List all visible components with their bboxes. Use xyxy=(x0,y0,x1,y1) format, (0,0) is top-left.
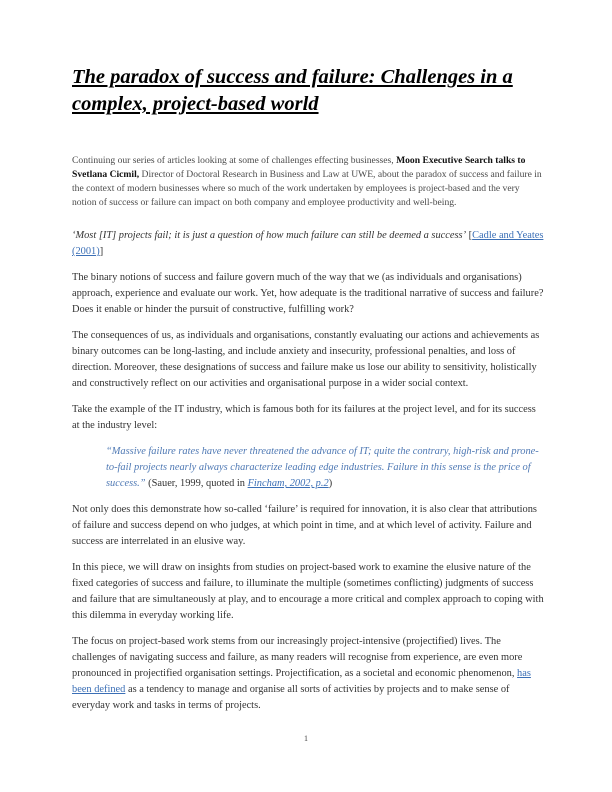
intro-rest: Director of Doctoral Research in Business and Law at UWE, about the paradox of success and failure in the context of modern businesses where so much of the work undertaken by employees is project-based and the very notion of success or failure can impact on both company and employee productivity and well-being. xyxy=(72,169,542,208)
paragraph-binary-notions: The binary notions of success and failure govern much of the way that we (as individuals and organisations) approach, experience and evaluate our work. Yet, how adequate is the traditional narrative of success and failure? Does it enable or hinder the pursuit of constructive, fulfilling work? xyxy=(72,272,544,315)
epigraph xyxy=(72,228,544,260)
blockquote-text: “Massive failure rates have never threatened the advance of IT; quite the contrary, high-risk and prone-to-fail projects nearly always characterize leading edge industries. Failure in this sense is the price of success.” xyxy=(106,446,539,489)
paragraph-it-industry: Take the example of the IT industry, which is famous both for its failures at the project level, and for its success at the industry level: xyxy=(72,404,536,431)
blockquote-cite-suffix: ) xyxy=(328,478,333,489)
paragraph-innovation: Not only does this demonstrate how so-called ‘failure’ is required for innovation, it is also clear that attributions of failure and success depend on who judges, at which point in time, and at which level of activity. Failure and success are interrelated in an elusive way. xyxy=(72,504,537,547)
blockquote-cite-prefix: (Sauer, 1999, quoted in xyxy=(145,478,248,489)
fincham-link[interactable]: Fincham, 2002, p.2 xyxy=(247,478,329,489)
page-number: 1 xyxy=(304,734,308,743)
project-focus-after: as a tendency to manage and organise all sorts of activities by projects and to make sense of everyday work and tasks in terms of projects. xyxy=(72,684,510,711)
document-title: The paradox of success and failure: Challenges in a complex, project-based world xyxy=(72,66,513,115)
intro-lead: Continuing our series of articles looking at some of challenges effecting businesses, xyxy=(72,155,397,166)
intro-paragraph xyxy=(72,154,544,210)
epigraph-open-bracket: [ xyxy=(466,230,473,241)
paragraph-consequences: The consequences of us, as individuals and organisations, constantly evaluating our actions and achievements as binary outcomes can be long-lasting, and include anxiety and insecurity, professional penalties, and loss of direction. Moreover, these designations of success and failure make us lose our ability to sensitivity, holistically and constructively reflect on our activities and organisational purpose in a wider social context. xyxy=(72,330,540,389)
epigraph-close-bracket: ] xyxy=(99,246,104,257)
epigraph-quote: ‘Most [IT] projects fail; it is just a question of how much failure can still be deemed a success’ xyxy=(72,230,467,241)
blockquote xyxy=(106,444,544,492)
paragraph-this-piece: In this piece, we will draw on insights from studies on project-based work to examine the elusive nature of the fixed categories of success and failure, to illuminate the multiple (sometimes conflicting) judgments of success and failure that are simultaneously at play, and to encourage a more critical and complex approach to coping with this dilemma in everyday working life. xyxy=(72,562,544,621)
project-focus-before: The focus on project-based work stems from our increasingly project-intensive (projectified) lives. The challenges of navigating success and failure, as many readers will recognise from experience, are even more pronounced in projectified organisation settings. Projectification, as a societal and economic phenomenon, xyxy=(72,636,523,679)
document-page xyxy=(72,64,544,724)
cadle-yeates-link[interactable]: Cadle and Yeates (2001) xyxy=(72,230,544,257)
paragraph-project-focus xyxy=(72,634,544,714)
has-been-defined-link[interactable]: has been defined xyxy=(72,668,531,695)
intro-org: Moon Executive Search talks to Svetlana Cicmil, xyxy=(72,155,526,180)
